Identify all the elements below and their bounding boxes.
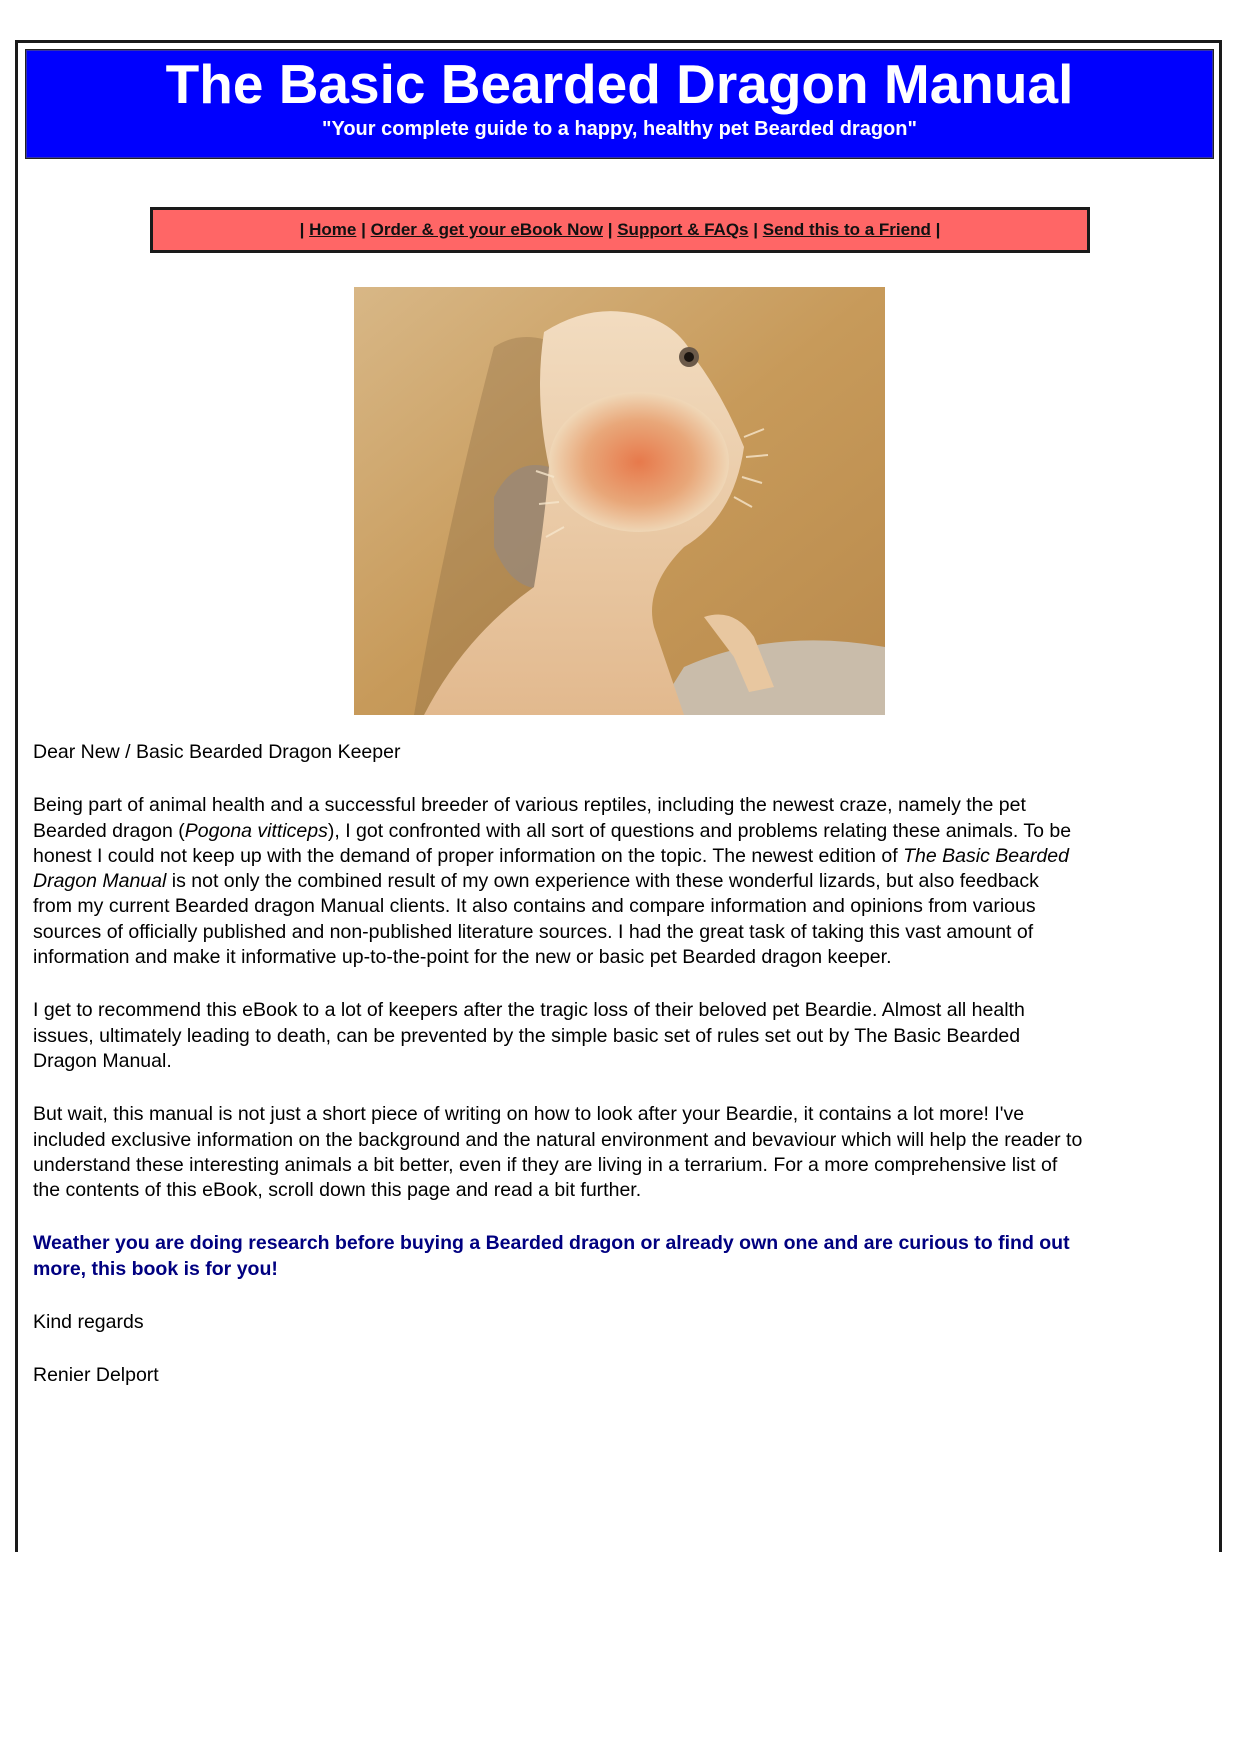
letter-closing: Kind regards <box>33 1311 144 1334</box>
nav-link-support[interactable]: Support & FAQs <box>617 220 749 239</box>
text-run: is not only the combined result of my own experience with these wonderful lizards, but also feedback from my current Bearded dragon Manual clients. It also contains and compare information and opinions from various sources of officially published and non-published literature sources. I had the great task of taking this vast amount of information and make it informative up-to-the-point for the new or basic pet Bearded dragon keeper. <box>33 870 1039 969</box>
nav-bar <box>150 207 1090 253</box>
book-title: The Basic Bearded Dragon Manual <box>33 844 1069 893</box>
page-tagline: "Your complete guide to a happy, healthy pet Bearded dragon" <box>322 118 917 140</box>
letter-paragraph-intro <box>33 793 1083 970</box>
letter-paragraph-more: But wait, this manual is not just a short piece of writing on how to look after your Beardie, it contains a lot more! I've included exclusive information on the background and the natural environment and bevaviour which will help the reader to understand these interesting animals a bit better, even if they are living in a terrarium. For a more comprehensive list of the contents of this eBook, scroll down this page and read a bit further. <box>33 1103 1083 1202</box>
nav-link-order[interactable]: Order & get your eBook Now <box>370 220 603 239</box>
nav-link-home[interactable]: Home <box>309 220 357 239</box>
bearded-dragon-image <box>354 287 885 715</box>
letter-signature: Renier Delport <box>33 1364 159 1387</box>
page-title: The Basic Bearded Dragon Manual <box>165 53 1074 115</box>
letter-paragraph-recommend: I get to recommend this eBook to a lot of keepers after the tragic loss of their beloved pet Beardie. Almost all health issues, ultimately leading to death, can be prevented by the simple basic set of rules set out by The Basic Bearded Dragon Manual. <box>33 999 1025 1072</box>
nav-separator: | <box>299 220 305 239</box>
header-banner <box>25 49 1214 159</box>
nav-separator: | <box>935 220 941 239</box>
bearded-dragon-photo <box>354 287 885 715</box>
species-name: Pogona vitticeps <box>184 819 328 842</box>
nav-link-send-friend[interactable]: Send this to a Friend <box>762 220 931 239</box>
letter-greeting: Dear New / Basic Bearded Dragon Keeper <box>33 741 401 763</box>
nav-separator: | <box>607 220 613 239</box>
nav-separator: | <box>753 220 758 239</box>
nav-separator: | <box>361 220 366 239</box>
letter-callout: Weather you are doing research before buying a Bearded dragon or already own one and are curious to find out more, this book is for you! <box>33 1232 1070 1280</box>
text-run: Being part of animal health and a successful breeder of various reptiles, including the newest craze, namely the pet Bearded dragon ( <box>33 794 1026 842</box>
letter-body <box>33 740 1083 1417</box>
text-run: ), I got confronted with all sort of questions and problems relating these animals. To be honest I could not keep up with the demand of proper information on the topic. The newest edition of <box>33 819 1072 867</box>
